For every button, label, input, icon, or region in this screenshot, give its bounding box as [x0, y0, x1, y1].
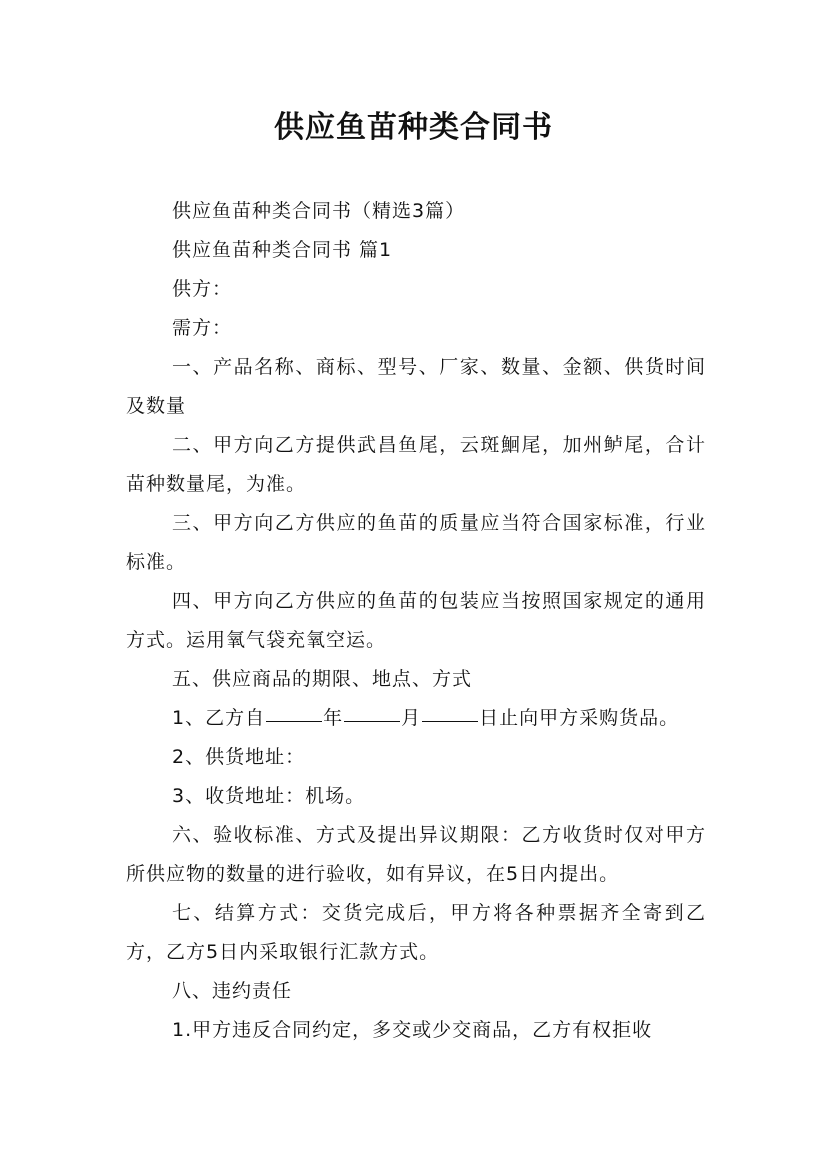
clause-5-1-end: 日止向甲方采购货品。: [479, 707, 680, 729]
clause-7: 七、结算方式：交货完成后，甲方将各种票据齐全寄到乙方，乙方5日内采取银行汇款方式。: [126, 902, 706, 963]
clause-8: 八、违约责任: [172, 980, 293, 1002]
clause-6: 六、验收标准、方式及提出异议期限：乙方收货时仅对甲方所供应物的数量的进行验收，如有异议，在5日内提出。: [126, 824, 706, 885]
supplier-line: 供方：: [172, 278, 233, 300]
clause-5: 五、供应商品的期限、地点、方式: [172, 668, 473, 690]
clause-5-1: [126, 699, 706, 738]
clause-2: 二、甲方向乙方提供武昌鱼尾，云斑鮰尾，加州鲈尾，合计苗种数量尾，为准。: [126, 434, 706, 495]
year-label: 年: [323, 707, 344, 729]
subtitle-line: 供应鱼苗种类合同书（精选3篇）: [172, 200, 466, 222]
clause-1: 一、产品名称、商标、型号、厂家、数量、金额、供货时间及数量: [126, 356, 706, 417]
month-label: 月: [401, 707, 422, 729]
year-blank: [266, 720, 322, 722]
buyer-line: 需方：: [172, 317, 233, 339]
document-body: [126, 192, 706, 1050]
clause-5-2: 2、供货地址：: [172, 746, 306, 768]
clause-5-1-start: 1、乙方自: [172, 707, 266, 729]
clause-4: 四、甲方向乙方供应的鱼苗的包装应当按照国家规定的通用方式。运用氧气袋充氧空运。: [126, 590, 706, 651]
clause-8-1: 1.甲方违反合同约定，多交或少交商品，乙方有权拒收: [172, 1019, 653, 1041]
day-blank: [422, 720, 478, 722]
clause-3: 三、甲方向乙方供应的鱼苗的质量应当符合国家标准，行业标准。: [126, 512, 706, 573]
document-title: 供应鱼苗种类合同书: [274, 110, 553, 145]
month-blank: [344, 720, 400, 722]
clause-5-3: 3、收货地址：机场。: [172, 785, 366, 807]
section-heading: 供应鱼苗种类合同书 篇1: [172, 239, 393, 261]
